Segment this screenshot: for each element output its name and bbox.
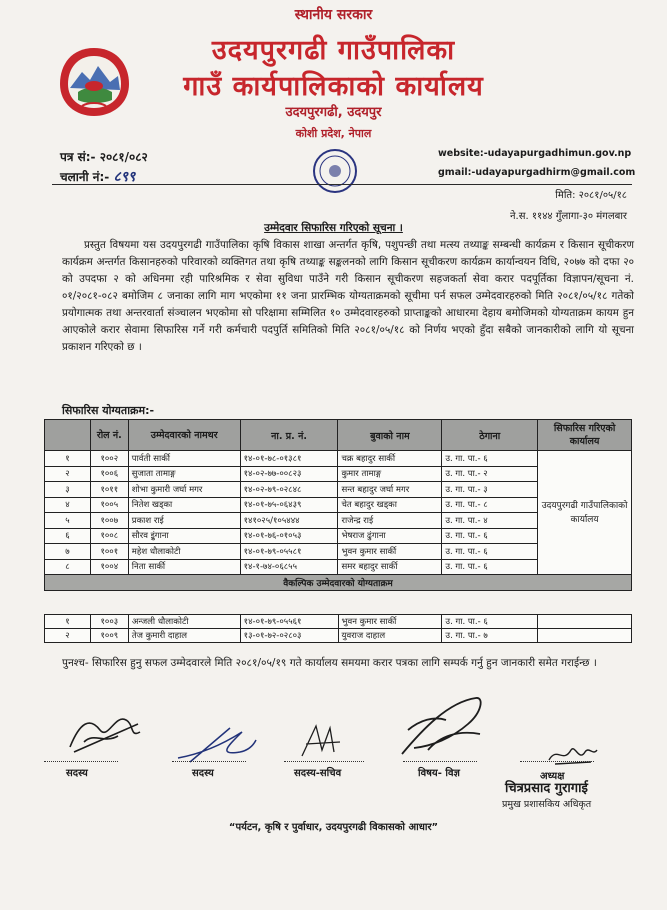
cell-name: अन्जली धौलाकोटी — [128, 615, 240, 629]
cell-citizenship: १४-०२-७९-०२८४८ — [240, 482, 338, 498]
cell-address: उ. गा. पा.- २ — [442, 466, 538, 482]
cell-father: सन्त बहादुर जर्घा मगर — [338, 482, 442, 498]
cell-serial: ७ — [45, 544, 91, 560]
alternate-table — [44, 614, 632, 643]
cell-name: पार्वती सार्की — [128, 451, 240, 467]
signature-label-secretary: सदस्य-सचिव — [294, 768, 342, 779]
cell-name: सौरव इुंगाना — [128, 528, 240, 544]
cell-address: उ. गा. पा.- ४ — [442, 513, 538, 529]
signature-expert-icon — [392, 690, 492, 762]
cell-name: शोभा कुमारी जर्घा मगर — [128, 482, 240, 498]
cell-citizenship: १४-०१-७८-०१३८१ — [240, 451, 338, 467]
cell-citizenship: १४१०२५/१०५४४४ — [240, 513, 338, 529]
signature-line-chair — [520, 761, 594, 762]
cell-serial: २ — [45, 629, 91, 643]
cell-citizenship: १४-०१-७९-०५५६१ — [240, 615, 338, 629]
col-header-office: सिफारिस गरिएको कार्यालय — [538, 420, 632, 451]
notice-paragraph: प्रस्तुत विषयमा यस उदयपुरगढी गाउँपालिका कृषि विकास शाखा अन्तर्गत कृषि, पशुपन्छी तथा मत्स्य तथ्याङ्क सम्बन्धी कार्यक्रम र किसान सूचीकरण कार्यक्रम अन्तर्गत किसानहरुको परिवारको व्यक्तिगत तथा कृषि तथ्याङ्क सङ्कलनको लागि किसान सूचीकरण कार्यक्रम कार्यान्वयन विधि, २०७७ को दफा २० को उपदफा २ को अधिनमा रही पारिश्रमिक र सेवा सुविधा पाउँने गरी किसान सूचीकरण सहजकर्ता सेवा करार पदपूर्तिका विज्ञापन/सूचना नं. ०१/२०८१-०८२ बमोजिम ८ जनाका लागि माग भएकोमा ११ जना प्रारम्भिक योग्यताक्रमको सूचीमा पर्न सफल उम्मेदवारहरुको मिति २०८१/०५/१८ गतेको प्रयोगात्मक तथा अन्तरवार्ता संञ्चालन भएकोमा सो परिक्षामा सम्मिलित १० उम्मेदवारहरुको प्राप्ताङ्कको आधारमा देहाय बमोजिमको योग्यताक्रम कायम हुन आएकोले करार सेवामा सिफारिस गर्ने गरी कर्मचारी पदपुर्ति समितिको मिति २०८१/०५/१८ को निर्णय भएको हुँदा सबैको जानकारीको लागि यो सूचना प्रकाशन गरिएको छ । — [62, 239, 634, 353]
cell-address: उ. गा. पा.- ८ — [442, 497, 538, 513]
reference-number — [60, 148, 148, 165]
table-row — [45, 451, 632, 467]
cao-name: चित्रप्रसाद गुरागाई — [505, 781, 588, 796]
reference-label: पत्र सं:- — [60, 150, 96, 164]
cell-roll: १००३ — [90, 615, 128, 629]
cell-father: भेषराज ढुंगाना — [338, 528, 442, 544]
footer-slogan: “पर्यटन, कृषि र पुर्वाधार, उदयपुरगढी विकासको आधार” — [228, 822, 439, 833]
cell-father: चक्र बहादुर सार्की — [338, 451, 442, 467]
cell-name: नितेश खड्का — [128, 497, 240, 513]
cell-address: उ. गा. पा.- ७ — [442, 629, 538, 643]
cell-serial: १ — [45, 615, 91, 629]
cell-father: चेत बहादुर खड्का — [338, 497, 442, 513]
col-header-citizenship: ना. प्र. नं. — [240, 420, 338, 451]
cell-address: उ. गा. पा.- ६ — [442, 544, 538, 560]
cell-roll: १००२ — [90, 451, 128, 467]
col-header-name: उम्मेदवारको नामथर — [128, 420, 240, 451]
cell-roll: १००८ — [90, 528, 128, 544]
notice-body — [62, 237, 634, 356]
nepal-sambat-date: ने.स. ११४४ गुँलागा-३० मंगलबार — [509, 211, 627, 222]
table-row — [45, 615, 632, 629]
header-divider — [52, 184, 632, 185]
cell-roll: १०११ — [90, 482, 128, 498]
cell-citizenship: १३-०१-७२-०२८०३ — [240, 629, 338, 643]
cell-name: सुजाता तामाङ्ग — [128, 466, 240, 482]
cell-empty — [538, 615, 632, 629]
cell-name: निता सार्की — [128, 559, 240, 575]
website-text: website:-udayapurgadhimun.gov.np — [438, 148, 632, 159]
cell-father: भुवन कुमार सार्की — [338, 544, 442, 560]
municipality-title: उदयपुरगढी गाउँपालिका — [211, 35, 456, 66]
cell-father: समर बहादुर सार्की — [338, 559, 442, 575]
cell-serial: ६ — [45, 528, 91, 544]
office-address: उदयपुरगढी, उदयपुर — [285, 105, 382, 120]
cell-roll: १००९ — [90, 629, 128, 643]
cell-father: युवराज दाहाल — [338, 629, 442, 643]
cell-address: उ. गा. पा.- ३ — [442, 482, 538, 498]
cell-father: कुमार तामाङ्ग — [338, 466, 442, 482]
col-header-address: ठेगाना — [442, 420, 538, 451]
cao-title: प्रमुख प्रशासकिय अधिकृत — [502, 799, 592, 810]
letter-date: मिति: २०८१/०५/१८ — [555, 190, 627, 201]
signature-label-expert: विषय- विज्ञ — [418, 768, 460, 779]
table-row — [45, 629, 632, 643]
signature-secretary-icon — [292, 720, 352, 762]
cell-citizenship: १४-०१-७६-०१०५३ — [240, 528, 338, 544]
cell-serial: २ — [45, 466, 91, 482]
dispatch-label: चलानी नं:- — [60, 170, 110, 184]
cell-empty — [538, 629, 632, 643]
cell-name: तेज कुमारी दाहाल — [128, 629, 240, 643]
col-header-roll: रोल नं. — [90, 420, 128, 451]
signature-line-secretary — [284, 761, 364, 762]
cell-roll: १००६ — [90, 466, 128, 482]
cell-roll: १००१ — [90, 544, 128, 560]
signature-chair-icon — [545, 738, 601, 770]
signature-label-chair: अध्यक्ष — [540, 771, 565, 782]
merit-list-label: सिफारिस योग्यताक्रम:- — [62, 404, 155, 417]
cell-serial: ३ — [45, 482, 91, 498]
merit-table — [44, 419, 632, 591]
cell-father: भुवन कुमार सार्की — [338, 615, 442, 629]
cell-citizenship: १४-०१-७९-०५५८१ — [240, 544, 338, 560]
cell-roll: १००४ — [90, 559, 128, 575]
cell-name: महेश धौलाकोटी — [128, 544, 240, 560]
alternate-heading-row — [45, 575, 632, 591]
cell-serial: ५ — [45, 513, 91, 529]
dispatch-value: ८९९ — [113, 169, 136, 185]
signature-label-member1: सदस्य — [66, 768, 88, 779]
notice-heading: उम्मेदवार सिफारिस गरिएको सूचना । — [264, 222, 403, 234]
cell-address: उ. गा. पा.- ६ — [442, 615, 538, 629]
signature-line-expert — [403, 761, 477, 762]
province-label: कोशी प्रदेश, नेपाल — [295, 127, 372, 140]
signature-member1-icon — [60, 702, 150, 760]
cell-father: राजेन्द्र राई — [338, 513, 442, 529]
office-title: गाउँ कार्यपालिकाको कार्यालय — [183, 71, 484, 102]
cell-address: उ. गा. पा.- ६ — [442, 528, 538, 544]
signature-line-member1 — [44, 761, 118, 762]
office-stamp-icon — [311, 147, 359, 195]
reference-value: २०८१/०८२ — [99, 150, 148, 164]
col-header-serial — [45, 420, 91, 451]
cell-citizenship: १४-०१-७५-०६४३९ — [240, 497, 338, 513]
cell-serial: १ — [45, 451, 91, 467]
cell-recommended-office: उदयपुरगढी गाउँपालिकाको कार्यालय — [538, 451, 632, 575]
cell-citizenship: १४-१-७४-०६८५५ — [240, 559, 338, 575]
cell-citizenship: १४-०२-७७-००८२३ — [240, 466, 338, 482]
cell-roll: १००७ — [90, 513, 128, 529]
cell-serial: ८ — [45, 559, 91, 575]
cell-roll: १००५ — [90, 497, 128, 513]
alternate-heading: वैकल्पिक उम्मेदवारको योग्यताक्रम — [45, 575, 632, 591]
email-text: gmail:-udayapurgadhirm@gmail.com — [438, 167, 636, 178]
cell-address: उ. गा. पा.- ६ — [442, 559, 538, 575]
cell-name: प्रकाश राई — [128, 513, 240, 529]
postscript: पुनश्च- सिफारिस हुनु सफल उम्मेदवारले मिति २०८१/०५/१९ गते कार्यालय समयमा करार पत्रका लागि सम्पर्क गर्नु हुन जानकारी समेत गराईन्छ । — [62, 657, 597, 669]
signature-line-member2 — [172, 761, 246, 762]
signature-label-member2: सदस्य — [192, 768, 214, 779]
col-header-father: बुवाको नाम — [338, 420, 442, 451]
cell-address: उ. गा. पा.- ६ — [442, 451, 538, 467]
government-label: स्थानीय सरकार — [294, 7, 373, 23]
cell-serial: ४ — [45, 497, 91, 513]
